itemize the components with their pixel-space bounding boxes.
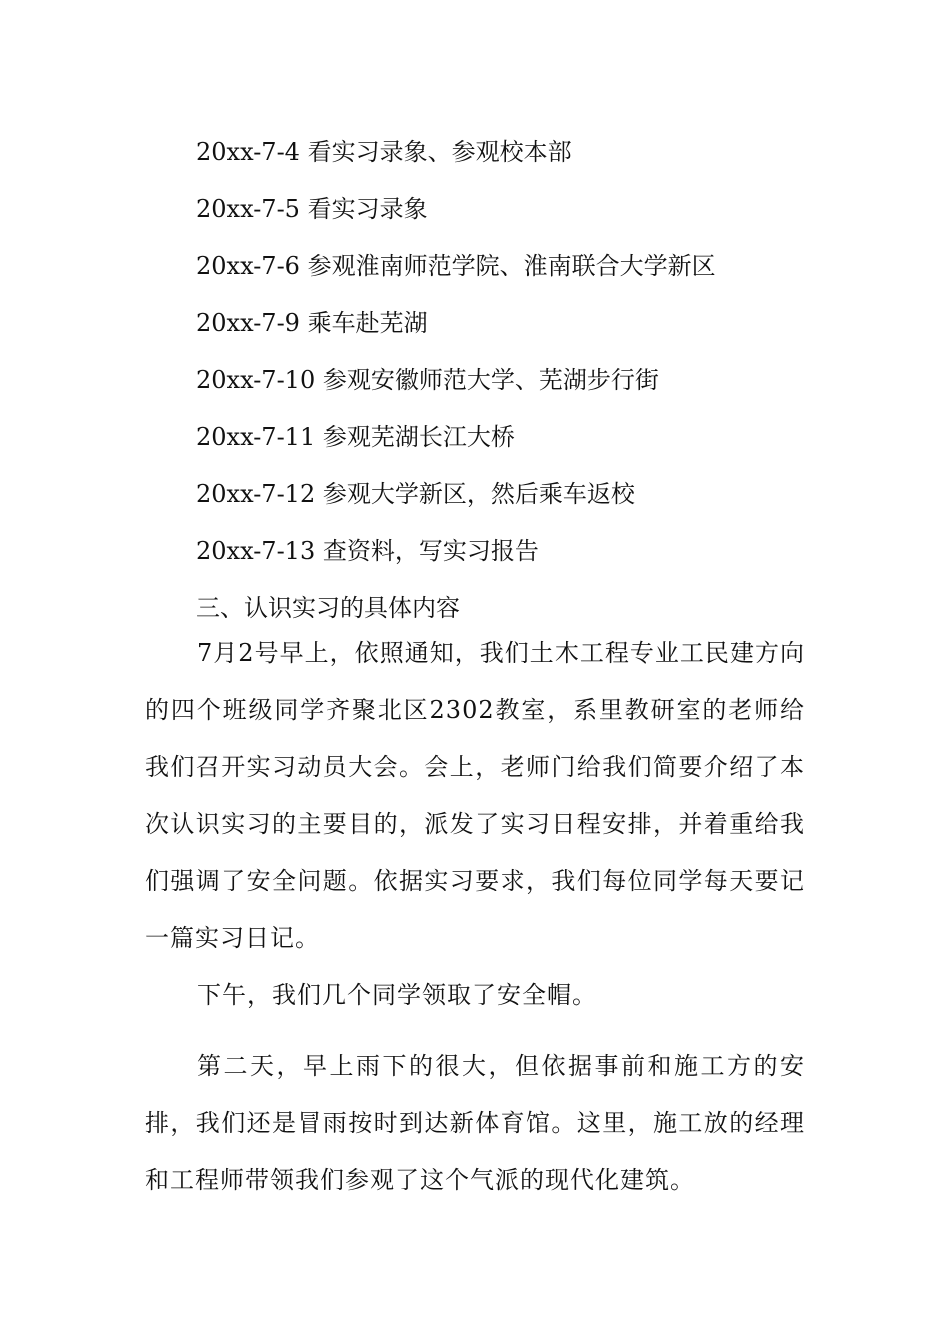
- schedule-item: [196, 535, 539, 567]
- body-paragraph: 第二天，早上雨下的很大，但依据事前和施工方的安排，我们还是冒雨按时到达新体育馆。这里，施工放的经理和工程师带领我们参观了这个气派的现代化建筑。: [145, 1052, 805, 1194]
- body-paragraph: 7月2号早上，依照通知，我们土木工程专业工民建方向的四个班级同学齐聚北区2302教室，系里教研室的老师给我们召开实习动员大会。会上，老师门给我们简要介绍了本次认识实习的主要目的，派发了实习日程安排，并着重给我们强调了安全问题。依据实习要求，我们每位同学每天要记一篇实习日记。: [145, 639, 805, 952]
- schedule-date: 20xx-7-11: [196, 423, 316, 451]
- schedule-date: 20xx-7-5: [196, 195, 300, 223]
- schedule-text: 看实习录象、参观校本部: [307, 138, 572, 166]
- schedule-item: [196, 364, 659, 396]
- body-paragraph: 下午，我们几个同学领取了安全帽。: [197, 981, 597, 1009]
- schedule-text: 参观安徽师范大学、芜湖步行街: [322, 366, 659, 394]
- schedule-date: 20xx-7-9: [196, 309, 300, 337]
- schedule-date: 20xx-7-13: [196, 537, 316, 565]
- schedule-item: [196, 250, 716, 282]
- schedule-item: [196, 307, 428, 339]
- schedule-date: 20xx-7-12: [196, 480, 316, 508]
- schedule-text: 乘车赴芜湖: [307, 309, 428, 337]
- schedule-text: 参观芜湖长江大桥: [322, 423, 515, 451]
- schedule-date: 20xx-7-4: [196, 138, 300, 166]
- schedule-item: [196, 136, 572, 168]
- schedule-item: [196, 478, 635, 510]
- schedule-text: 参观淮南师范学院、淮南联合大学新区: [307, 252, 716, 280]
- schedule-date: 20xx-7-6: [196, 252, 300, 280]
- schedule-text: 看实习录象: [307, 195, 428, 223]
- schedule-text: 参观大学新区，然后乘车返校: [322, 480, 635, 508]
- schedule-text: 查资料，写实习报告: [322, 537, 539, 565]
- schedule-item: [196, 421, 515, 453]
- schedule-item: [196, 193, 428, 225]
- schedule-date: 20xx-7-10: [196, 366, 316, 394]
- section-heading: 三、认识实习的具体内容: [196, 594, 460, 622]
